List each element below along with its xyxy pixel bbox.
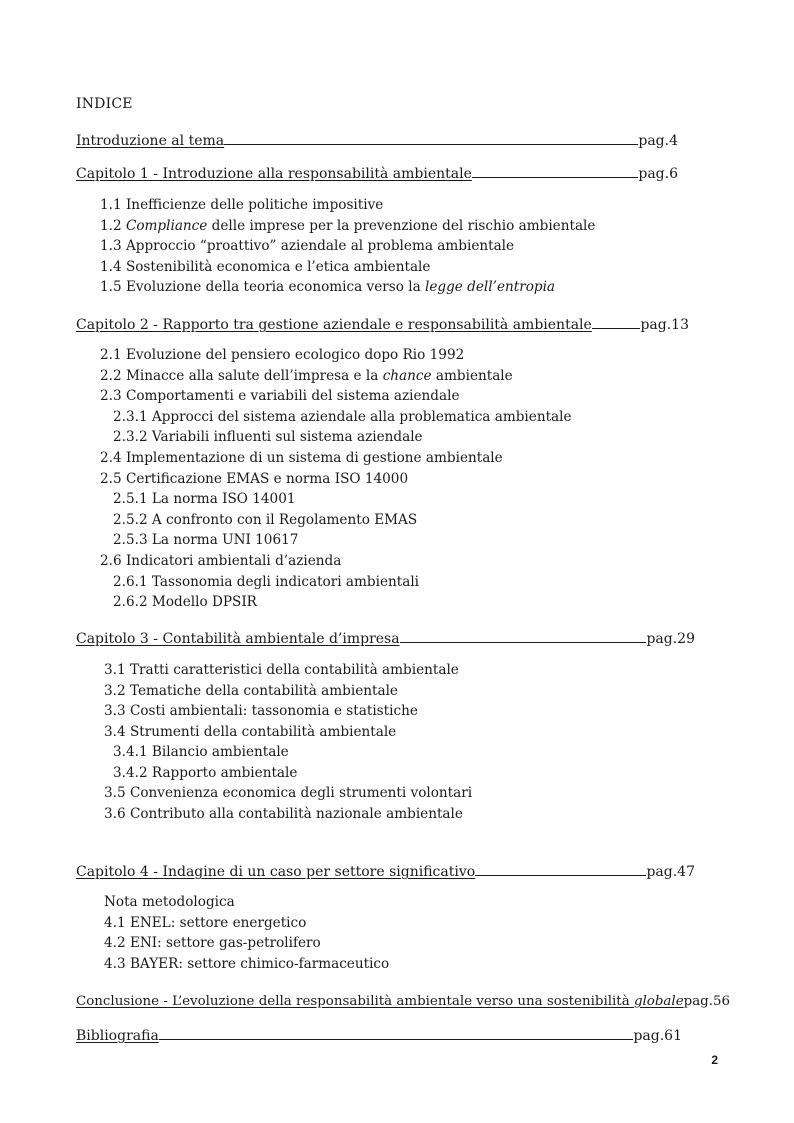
toc-subsubentry[interactable]: 3.4.1 Bilancio ambientale [113,744,289,760]
toc-subentry-number: 1.2 [100,218,126,234]
toc-subentry[interactable]: 4.3 BAYER: settore chimico-farmaceutico [104,956,390,972]
toc-entry-capitolo-3[interactable] [76,627,695,647]
toc-page-number: pag.29 [646,631,695,647]
toc-subentry-text: delle imprese per la prevenzione del rischio ambientale [207,218,596,234]
toc-leader-line [472,177,638,178]
toc-page-number: pag.6 [638,166,678,182]
toc-subentry[interactable]: 1.3 Approccio “proattivo” aziendale al problema ambientale [100,238,515,254]
toc-subsubentry[interactable]: 2.5.1 La norma ISO 14001 [113,491,296,507]
toc-subentry[interactable]: 2.3 Comportamenti e variabili del sistema aziendale [100,388,460,404]
toc-subentry[interactable]: 2.4 Implementazione di un sistema di gestione ambientale [100,450,503,466]
toc-entry-conclusione[interactable] [76,989,731,1009]
toc-subentry[interactable]: 3.4 Strumenti della contabilità ambientale [104,724,397,740]
toc-subentry[interactable]: 4.1 ENEL: settore energetico [104,915,307,931]
toc-subentry-text: ambientale [431,368,513,384]
toc-entry-bibliografia[interactable] [76,1024,682,1044]
toc-page-number: pag.61 [633,1028,682,1044]
toc-subentry[interactable]: 2.1 Evoluzione del pensiero ecologico dopo Rio 1992 [100,347,465,363]
toc-page-number: pag.47 [646,864,695,880]
toc-subentry-text: 1.5 Evoluzione della teoria economica verso la [100,279,426,295]
toc-page-number: pag.56 [683,994,731,1009]
toc-subentry-text: 2.2 Minacce alla salute dell’impresa e la [100,368,383,384]
toc-subentry[interactable]: 3.5 Convenienza economica degli strumenti volontari [104,785,473,801]
toc-leader-line [592,328,641,329]
toc-entry-label: Capitolo 1 - Introduzione alla responsabilità ambientale [76,166,472,182]
toc-subsubentry[interactable]: 2.6.2 Modello DPSIR [113,594,257,610]
toc-subentry[interactable]: 3.3 Costi ambientali: tassonomia e statistiche [104,703,418,719]
toc-subentry[interactable]: 1.1 Inefficienze delle politiche impositive [100,197,384,213]
toc-subentry[interactable]: 4.2 ENI: settore gas-petrolifero [104,935,321,951]
toc-subentry-italic: chance [382,368,432,384]
page-title: INDICE [76,96,133,112]
toc-entry-introduzione[interactable] [76,129,678,149]
toc-entry-capitolo-2[interactable] [76,313,689,333]
toc-subentry[interactable] [100,368,513,384]
toc-subentry-italic: legge dell’entropia [425,279,556,295]
toc-subentry[interactable]: 3.2 Tematiche della contabilità ambientale [104,683,398,699]
toc-entry-label [76,994,684,1009]
toc-entry-label: Bibliografia [76,1028,159,1044]
toc-subsubentry[interactable]: 2.5.3 La norma UNI 10617 [113,532,299,548]
toc-entry-label: Introduzione al tema [76,133,225,149]
toc-page-number: pag.4 [638,133,678,149]
toc-entry-label: Capitolo 4 - Indagine di un caso per settore significativo [76,864,476,880]
toc-subentry[interactable]: 2.6 Indicatori ambientali d’azienda [100,553,342,569]
page-number: 2 [711,1053,718,1067]
toc-subentry[interactable]: 3.1 Tratti caratteristici della contabilità ambientale [104,662,459,678]
toc-subentry[interactable] [100,279,555,295]
toc-entry-label: Capitolo 3 - Contabilità ambientale d’impresa [76,631,400,647]
toc-subsubentry[interactable]: 2.5.2 A confronto con il Regolamento EMAS [113,512,418,528]
toc-page-number: pag.13 [640,317,689,333]
toc-entry-capitolo-1[interactable] [76,162,678,182]
toc-leader-line [224,144,638,145]
toc-subsubentry[interactable]: 2.3.2 Variabili influenti sul sistema aziendale [113,429,423,445]
toc-subentry[interactable]: 2.5 Certificazione EMAS e norma ISO 14000 [100,471,409,487]
toc-leader-line [159,1039,634,1040]
toc-entry-label: Capitolo 2 - Rapporto tra gestione aziendale e responsabilità ambientale [76,317,592,333]
toc-entry-label-text: Conclusione - L’evoluzione della responsabilità ambientale verso una sostenibilità [76,994,634,1009]
toc-subentry[interactable]: 1.4 Sostenibilità economica e l’etica ambientale [100,259,431,275]
toc-subsubentry[interactable]: 2.6.1 Tassonomia degli indicatori ambientali [113,574,420,590]
toc-entry-label-italic: globale [633,994,684,1009]
toc-subsubentry[interactable]: 3.4.2 Rapporto ambientale [113,765,298,781]
toc-subentry[interactable] [100,218,595,234]
toc-leader-line [400,642,647,643]
toc-leader-line [475,875,646,876]
toc-subsubentry[interactable]: 2.3.1 Approcci del sistema aziendale alla problematica ambientale [113,409,572,425]
toc-subentry-italic: Compliance [125,218,208,234]
toc-entry-capitolo-4[interactable] [76,860,695,880]
toc-subentry[interactable]: Nota metodologica [104,894,235,910]
toc-subentry[interactable]: 3.6 Contributo alla contabilità nazionale ambientale [104,806,463,822]
